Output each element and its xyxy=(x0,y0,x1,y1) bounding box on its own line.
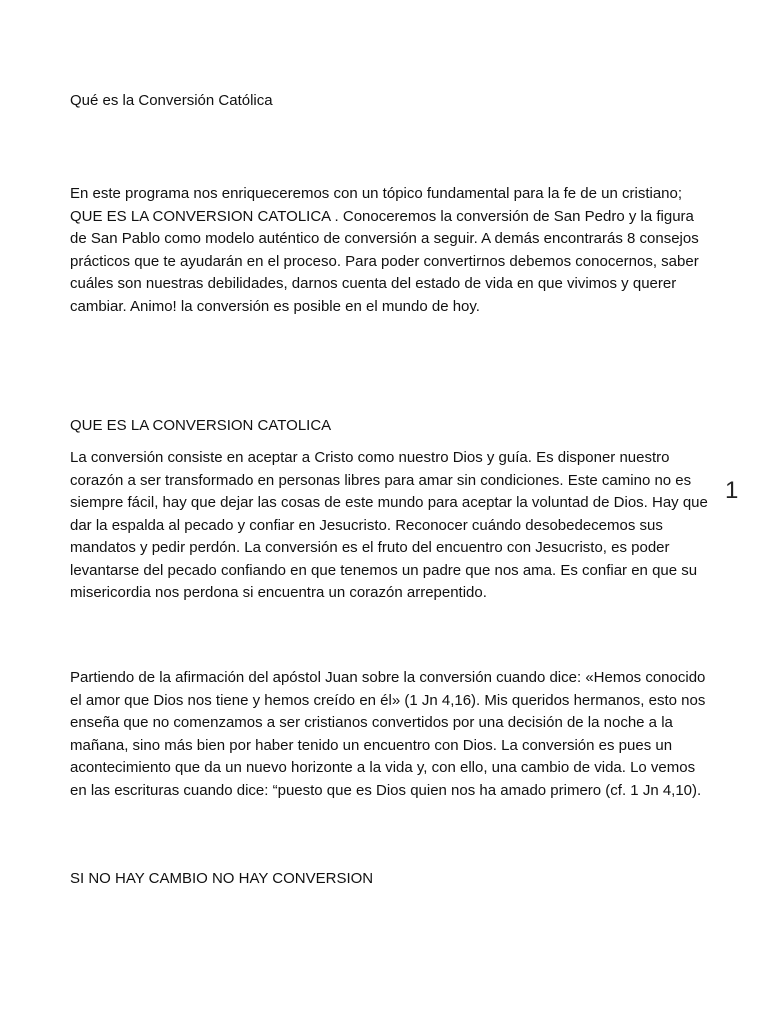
body-paragraph: La conversión consiste en aceptar a Cristo como nuestro Dios y guía. Es disponer nuestro corazón a ser transformado en personas libres para amar sin condiciones. Este camino no es siempre fácil, hay que dejar las cosas de este mundo para aceptar la voluntad de Dios. Hay que dar la espalda al pecado y confiar en Jesucristo. Reconocer cuándo desobedecemos sus mandatos y pedir perdón. La conversión es el fruto del encuentro con Jesucristo, es poder levantarse del pecado confiando en que tenemos un padre que nos ama. Es confiar en que su misericordia nos perdona si encuentra un corazón arrepentido. xyxy=(70,449,708,601)
page-number: 1 xyxy=(725,477,739,504)
document-title: Qué es la Conversión Católica xyxy=(70,92,273,109)
intro-paragraph: En este programa nos enriqueceremos con un tópico fundamental para la fe de un cristiano; QUE ES LA CONVERSION CATOLICA . Conoceremos la conversión de San Pedro y la figura de San Pablo como modelo auténtico de conversión a seguir. A demás encontrarás 8 consejos prácticos que te ayudarán en el proceso. Para poder convertirnos debemos conocernos, saber cuáles son nuestras debilidades, darnos cuenta del estado de vida en que vivimos y querer cambiar. Animo! la conversión es posible en el mundo de hoy. xyxy=(70,185,699,315)
body-paragraph: Partiendo de la afirmación del apóstol Juan sobre la conversión cuando dice: «Hemos conocido el amor que Dios nos tiene y hemos creído en él» (1 Jn 4,16). Mis queridos hermanos, esto nos enseña que no comenzamos a ser cristianos convertidos por una decisión de la noche a la mañana, sino más bien por haber tenido un encuentro con Dios. La conversión es pues un acontecimiento que da un nuevo horizonte a la vida y, con ello, una cambio de vida. Lo vemos en las escrituras cuando dice: “puesto que es Dios quien nos ha amado primero (cf. 1 Jn 4,10). xyxy=(70,669,706,799)
section-heading-conversion: QUE ES LA CONVERSION CATOLICA xyxy=(70,417,332,434)
section-heading-change: SI NO HAY CAMBIO NO HAY CONVERSION xyxy=(70,870,374,887)
